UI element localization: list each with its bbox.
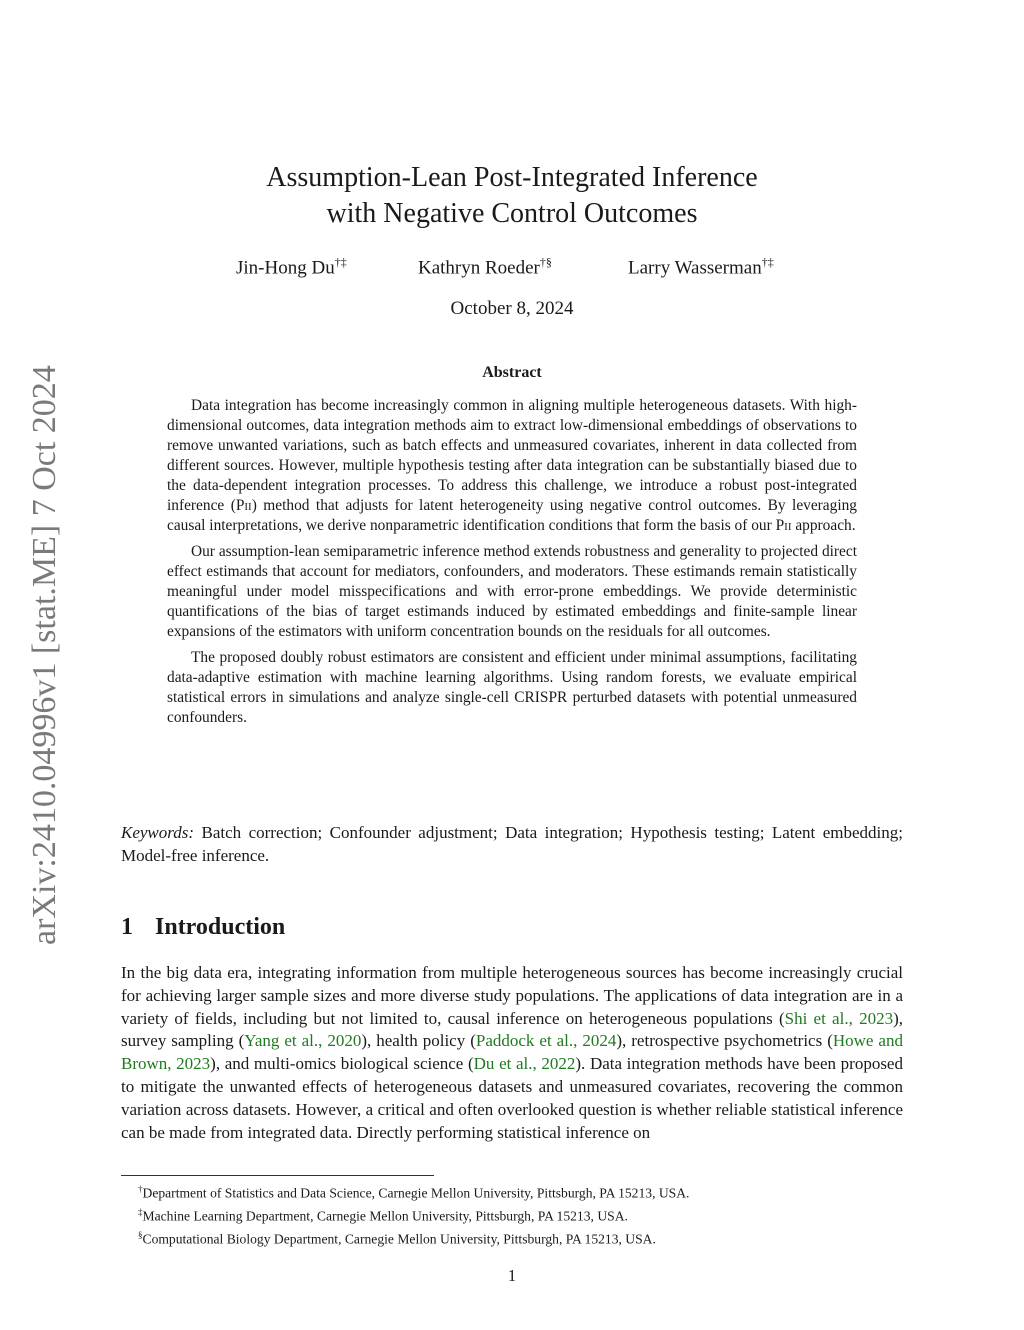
keywords-text: Batch correction; Confounder adjustment; Data integration; Hypothesis testing; Latent embedding; Model-free inference.: [121, 823, 903, 865]
author-1-marks: †‡: [334, 255, 347, 269]
author-1-name: Jin-Hong Du: [236, 257, 335, 279]
footnote-1: †Department of Statistics and Data Science, Carnegie Mellon University, Pittsburgh, PA 15213, USA.: [138, 1184, 690, 1201]
section-number: 1: [121, 914, 133, 940]
abstract-body: [167, 396, 857, 734]
pii-acronym: Pii: [235, 497, 252, 514]
abstract-heading: Abstract: [482, 364, 542, 381]
author-3-marks: †‡: [761, 255, 774, 269]
footnote-2: ‡Machine Learning Department, Carnegie Mellon University, Pittsburgh, PA 15213, USA.: [138, 1207, 628, 1224]
footnotes: [138, 1180, 898, 1249]
title-line-2: with Negative Control Outcomes: [326, 198, 698, 229]
abstract-paragraph-2: Our assumption-lean semiparametric inference method extends robustness and generality to projected direct effect estimands that account for mediators, confounders, and moderators. These estimands remain statistically meaningful under model misspecifications and with error-prone embeddings. We provide deterministic quantifications of the bias of target estimands induced by estimated embeddings and finite-sample linear expansions of the estimators with uniform concentration bounds on the residuals for all outcomes.: [167, 543, 857, 640]
citation-link[interactable]: Paddock et al., 2024: [475, 1031, 617, 1051]
keywords-label: Keywords:: [121, 823, 195, 842]
introduction-paragraph: In the big data era, integrating information from multiple heterogeneous sources has become increasingly crucial for achieving larger sample sizes and more diverse study populations. The applications of data integration are in a variety of fields, including but not limited to, causal inference on heterogeneous populations (Shi et al., 2023), survey sampling (Yang et al., 2020), health policy (Paddock et al., 2024), retrospective psychometrics (Howe and Brown, 2023), and multi-omics biological science (Du et al., 2022). Data integration methods have been proposed to mitigate the unwanted effects of heterogeneous datasets and unmeasured covariates, recovering the common variation across datasets. However, a critical and often overlooked question is whether reliable statistical inference can be made from integrated data. Directly performing statistical inference on: [121, 963, 903, 1142]
title-line-1: Assumption-Lean Post-Integrated Inference: [266, 162, 758, 193]
abstract-paragraph-1: Data integration has become increasingly common in aligning multiple heterogeneous datasets. With high-dimensional outcomes, data integration methods aim to extract low-dimensional embeddings of observations to remove unwanted variations, such as batch effects and unmeasured covariates, inherent in data collected from different sources. However, multiple hypothesis testing after data integration can be substantially biased due to the data-dependent integration processes. To address this challenge, we introduce a robust post-integrated inference (Pii) method that adjusts for latent heterogeneity using negative control outcomes. By leveraging causal interpretations, we derive nonparametric identification conditions that form the basis of our Pii approach.: [167, 397, 858, 534]
arxiv-identifier: arXiv:2410.04996v1 [stat.ME] 7 Oct 2024: [26, 365, 63, 945]
author-2-name: Kathryn Roeder: [418, 257, 540, 279]
citation-link[interactable]: Howe and Brown, 2023: [121, 1031, 903, 1074]
citation-link[interactable]: Du et al., 2022: [473, 1054, 576, 1074]
author-3: [628, 255, 774, 279]
section-heading-introduction: [121, 914, 285, 941]
paper-title: [212, 160, 812, 232]
author-1: [236, 255, 347, 279]
footnote-divider: [121, 1175, 434, 1176]
citation-link[interactable]: Shi et al., 2023: [784, 1008, 894, 1028]
keywords: [121, 821, 903, 867]
footnote-3: §Computational Biology Department, Carnegie Mellon University, Pittsburgh, PA 15213, USA.: [138, 1230, 656, 1247]
section-title: Introduction: [155, 914, 286, 940]
introduction-body: [121, 962, 903, 1144]
page-number: 1: [507, 1266, 517, 1285]
author-list: [0, 255, 1024, 285]
author-2-marks: †§: [539, 255, 552, 269]
author-2: [418, 255, 552, 279]
citation-link[interactable]: Yang et al., 2020: [244, 1031, 362, 1051]
abstract-paragraph-3: The proposed doubly robust estimators are consistent and efficient under minimal assumptions, facilitating data-adaptive estimation with machine learning algorithms. Using random forests, we evaluate empirical statistical errors in simulations and analyze single-cell CRISPR perturbed datasets with potential unmeasured confounders.: [167, 649, 857, 726]
paper-date: October 8, 2024: [450, 298, 574, 319]
author-3-name: Larry Wasserman: [628, 257, 762, 279]
pii-acronym: Pii: [775, 517, 792, 534]
